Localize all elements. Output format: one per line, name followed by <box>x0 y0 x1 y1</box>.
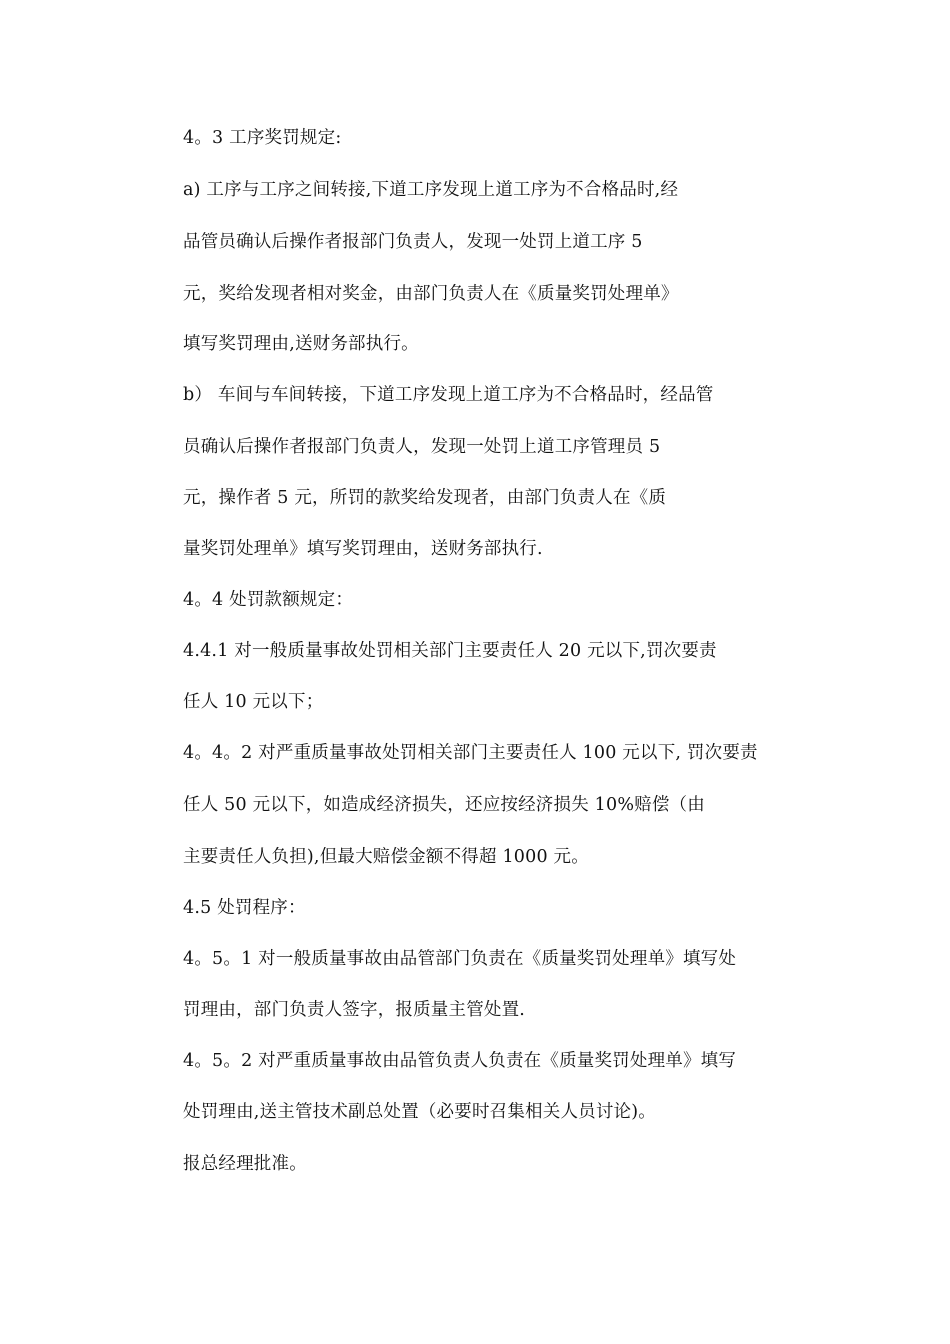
paragraph-line: 报总经理批准。 <box>183 1154 307 1174</box>
section-heading-4-5: 4.5 处罚程序： <box>183 898 306 918</box>
paragraph-line: 品管员确认后操作者报部门负责人，发现一处罚上道工序 5 <box>183 232 643 252</box>
paragraph-line: 主要责任人负担),但最大赔偿金额不得超 1000 元。 <box>183 847 589 867</box>
paragraph-line: 4。5。2 对严重质量事故由品管负责人负责在《质量奖罚处理单》填写 <box>183 1051 737 1071</box>
paragraph-line: 元，操作者 5 元，所罚的款奖给发现者，由部门负责人在《质 <box>183 488 667 508</box>
paragraph-line: 填写奖罚理由,送财务部执行。 <box>183 334 419 354</box>
section-heading-4-4: 4。4 处罚款额规定： <box>183 590 354 610</box>
section-heading-4-3: 4。3 工序奖罚规定: <box>183 128 342 148</box>
paragraph-line: 处罚理由,送主管技术副总处置（必要时召集相关人员讨论)。 <box>183 1102 656 1122</box>
paragraph-line: b） 车间与车间转接，下道工序发现上道工序为不合格品时，经品管 <box>183 385 714 405</box>
paragraph-line: 量奖罚处理单》填写奖罚理由，送财务部执行. <box>183 539 543 559</box>
paragraph-line: 元，奖给发现者相对奖金，由部门负责人在《质量奖罚处理单》 <box>183 284 679 304</box>
paragraph-line: a) 工序与工序之间转接,下道工序发现上道工序为不合格品时,经 <box>183 180 679 200</box>
paragraph-line: 4。5。1 对一般质量事故由品管部门负责在《质量奖罚处理单》填写处 <box>183 949 737 969</box>
paragraph-line: 4。4。2 对严重质量事故处罚相关部门主要责任人 100 元以下, 罚次要责 <box>183 743 758 763</box>
paragraph-line: 4.4.1 对一般质量事故处罚相关部门主要责任人 20 元以下,罚次要责 <box>183 641 717 661</box>
paragraph-line: 员确认后操作者报部门负责人，发现一处罚上道工序管理员 5 <box>183 437 661 457</box>
paragraph-line: 任人 50 元以下，如造成经济损失，还应按经济损失 10%赔偿（由 <box>183 795 705 815</box>
paragraph-line: 任人 10 元以下； <box>183 692 324 712</box>
paragraph-line: 罚理由，部门负责人签字，报质量主管处置. <box>183 1000 526 1020</box>
